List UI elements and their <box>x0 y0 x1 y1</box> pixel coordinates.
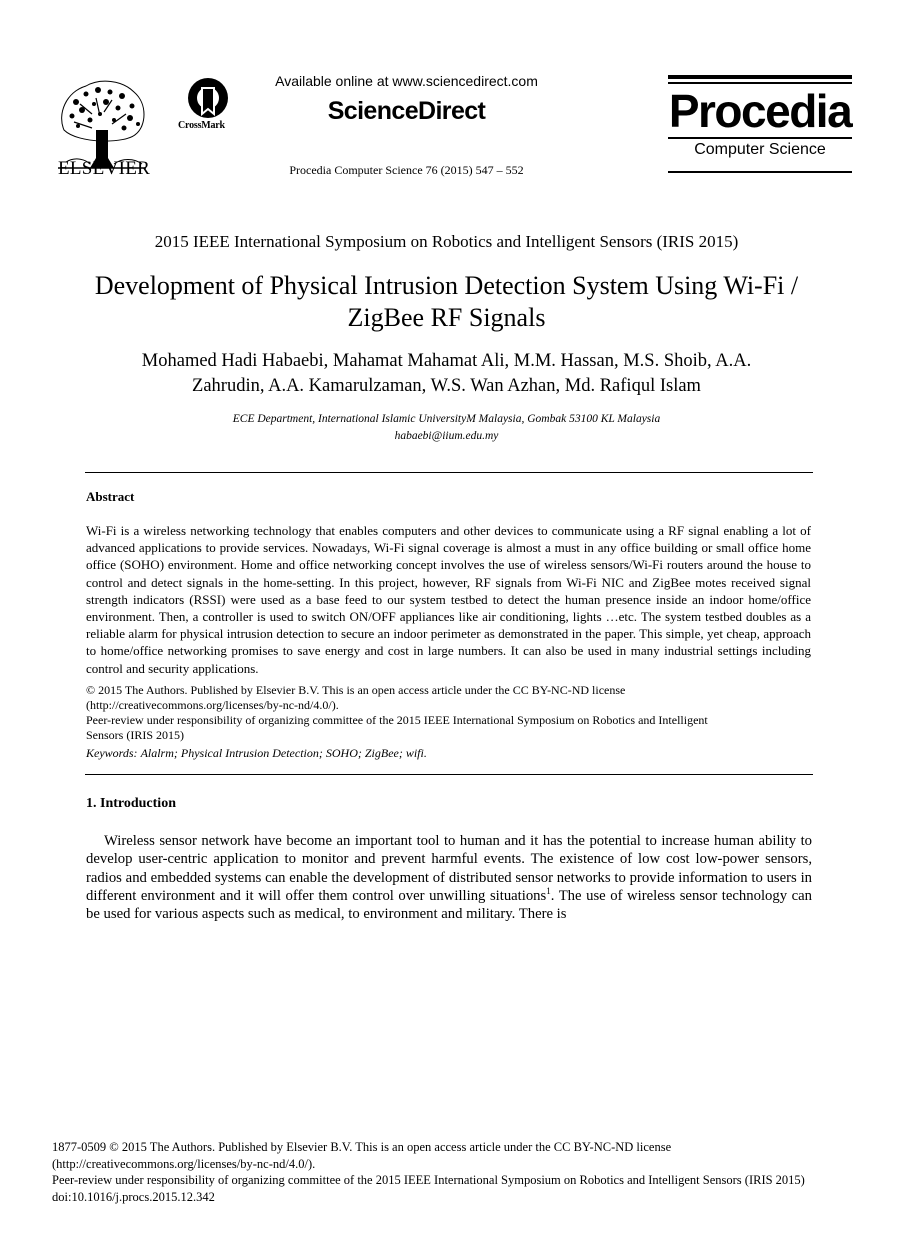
procedia-subtitle: Computer Science <box>694 141 826 158</box>
introduction-text-part1: Wireless sensor network have become an important tool to human and it has the potential to increase human ability to develop user-centric application to monitor and prevent harmful events. The existence of low cost low-power sensors, radios and embedded systems can enable the development of distributed sensor networks to provide information to users in different environment and it will offer them control over unwilling situations <box>86 833 812 904</box>
procedia-top-bar-thin <box>668 82 852 84</box>
affiliation: ECE Department, International Islamic UniversityM Malaysia, Gombak 53100 KL Malaysia <box>232 413 661 425</box>
abstract-heading: Abstract <box>86 489 135 504</box>
journal-reference: Procedia Computer Science 76 (2015) 547 – 552 <box>289 163 524 177</box>
page-footer <box>52 1139 852 1205</box>
paper-title-line2: ZigBee RF Signals <box>347 303 546 332</box>
peer-review-line1: Peer-review under responsibility of organizing committee of the 2015 IEEE International Symposium on Robotics and Intelligent <box>86 713 708 727</box>
author-email[interactable]: habaebi@iium.edu.my <box>394 430 499 442</box>
procedia-logo <box>668 75 852 175</box>
abstract-bottom-divider <box>85 774 813 775</box>
author-list <box>40 349 853 399</box>
procedia-mid-bar <box>668 137 852 139</box>
author-list-line1: Mohamed Hadi Habaebi, Mahamat Mahamat Ali, M.M. Hassan, M.S. Shoib, A.A. <box>141 351 752 371</box>
sciencedirect-wordmark: ScienceDirect <box>327 97 486 125</box>
peer-review-notice <box>86 713 811 743</box>
reference-superscript[interactable]: 1 <box>546 886 551 896</box>
license-link[interactable]: (http://creativecommons.org/licenses/by-nc-nd/4.0/). <box>86 698 339 712</box>
available-online-link[interactable]: Available online at www.sciencedirect.com <box>275 73 538 89</box>
author-list-line2: Zahrudin, A.A. Kamarulzaman, W.S. Wan Azhan, Md. Rafiqul Islam <box>192 376 701 396</box>
affiliation-block <box>40 411 853 445</box>
introduction-heading: 1. Introduction <box>86 796 176 811</box>
procedia-top-bar <box>668 75 852 79</box>
keywords-line <box>86 746 811 761</box>
footer-peer-review: Peer-review under responsibility of organizing committee of the 2015 IEEE International Symposium on Robotics and Intelligent Sensors (IRIS 2015) <box>52 1173 805 1187</box>
abstract-body: Wi-Fi is a wireless networking technology that enables computers and other devices to communicate using a RF signal enabling a lot of advanced applications to provide services. Nowadays, Wi-Fi signal coverage is almost a must in any office building or small office home office (SOHO) environment. Home and office networking concept involves the use of wireless sensors/Wi-Fi routers around the house to control and detect signals in the home-setting. In this project, however, RF signals from Wi-Fi NIC and ZigBee motes received signal strength indicators (RSSI) were used as a base feed to our system testbed to detect the human presence inside an indoor home/office environment. Then, a controller is used to switch ON/OFF appliances like air conditioning, lights …etc. The system testbed doubles as a reliable alarm for physical intrusion detection to secure an indoor perimeter as demonstrated in the paper. This simple, yet cheap, approach to home/office networking promises to save energy and cost in large numbers. It can also be used in many industrial settings including control and security applications. <box>86 523 811 676</box>
footer-issn-line: 1877-0509 © 2015 The Authors. Published by Elsevier B.V. This is an open access article under the CC BY-NC-ND license <box>52 1140 672 1154</box>
procedia-title: Procedia <box>668 85 852 137</box>
keywords-text: Alalrm; Physical Intrusion Detection; SOHO; ZigBee; wifi. <box>140 746 427 760</box>
abstract-top-divider <box>85 472 813 473</box>
copyright-notice <box>86 683 811 713</box>
elsevier-publisher-name: ELSEVIER <box>58 158 151 179</box>
footer-doi[interactable]: doi:10.1016/j.procs.2015.12.342 <box>52 1189 215 1204</box>
paper-title-line1: Development of Physical Intrusion Detection System Using Wi-Fi / <box>94 271 799 300</box>
keywords-label: Keywords: <box>86 746 138 760</box>
footer-license-link[interactable]: (http://creativecommons.org/licenses/by-nc-nd/4.0/). <box>52 1156 316 1171</box>
paper-title <box>40 270 853 334</box>
conference-name: 2015 IEEE International Symposium on Robotics and Intelligent Sensors (IRIS 2015) <box>154 232 739 251</box>
introduction-body <box>86 832 812 923</box>
procedia-bottom-bar <box>668 171 852 173</box>
crossmark-label: CrossMark <box>178 120 225 131</box>
introduction-text-part2: . The use of wireless sensor technology can be used for various aspects such as medical, to environment and military. There is <box>86 887 812 923</box>
copyright-line1: © 2015 The Authors. Published by Elsevier B.V. This is an open access article under the CC BY-NC-ND license <box>86 683 626 697</box>
peer-review-line2: Sensors (IRIS 2015) <box>86 728 184 742</box>
